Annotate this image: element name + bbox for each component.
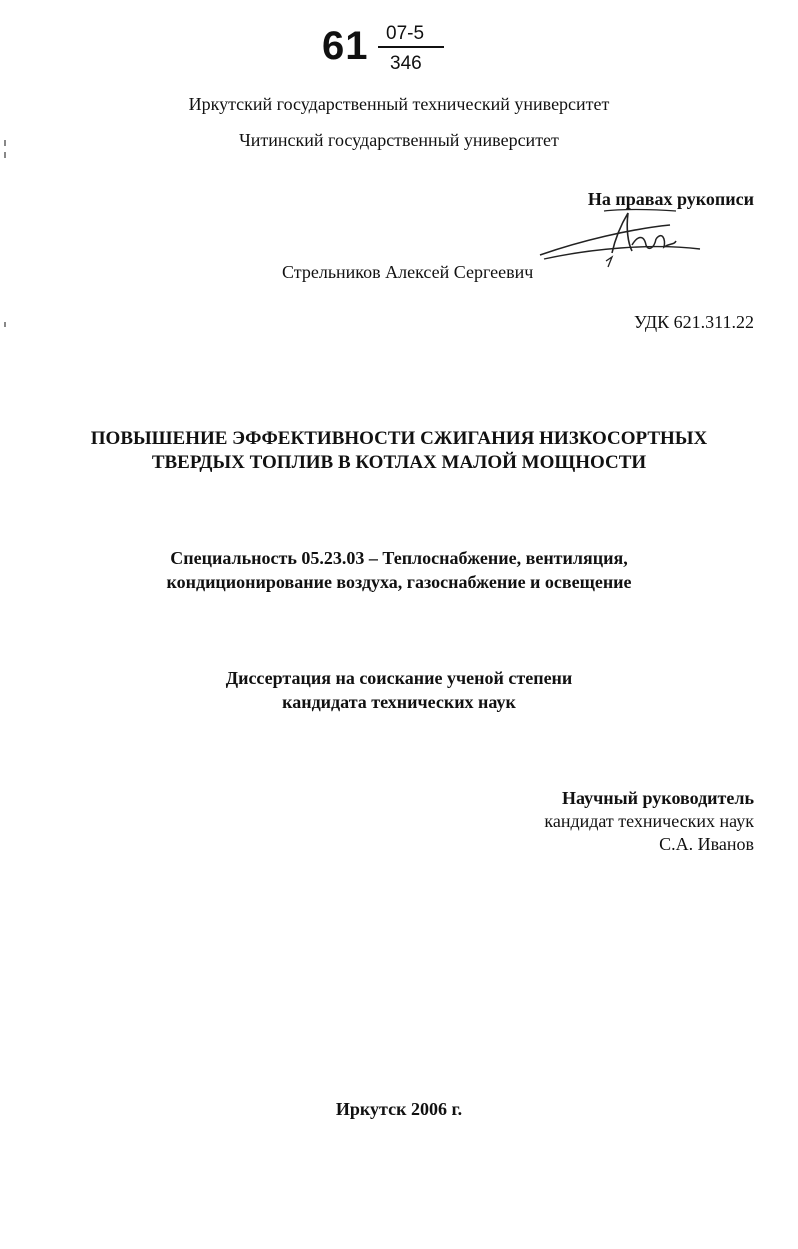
catalog-stamp bbox=[322, 22, 452, 82]
udk-code: УДК 621.311.22 bbox=[633, 312, 754, 332]
manuscript-note: На правах рукописи bbox=[587, 189, 754, 209]
degree-line-2: кандидата технических наук bbox=[282, 692, 516, 712]
institution-1: Иркутский государственный технический университет bbox=[188, 94, 610, 114]
dissertation-title-line-2: ТВЕРДЫХ ТОПЛИВ В КОТЛАХ МАЛОЙ МОЩНОСТИ bbox=[151, 452, 647, 473]
supervisor-name: С.А. Иванов bbox=[659, 834, 754, 854]
scan-mark bbox=[4, 322, 6, 327]
signature-icon bbox=[520, 205, 720, 275]
catalog-number: 61 bbox=[322, 24, 369, 68]
catalog-fraction-line bbox=[378, 46, 444, 48]
specialty-line-2: кондиционирование воздуха, газоснабжение и освещение bbox=[166, 572, 632, 592]
dissertation-title-line-1: ПОВЫШЕНИЕ ЭФФЕКТИВНОСТИ СЖИГАНИЯ НИЗКОСОРТНЫХ bbox=[90, 428, 708, 449]
catalog-numerator: 07-5 bbox=[386, 23, 425, 44]
author-name: Стрельников Алексей Сергеевич bbox=[282, 262, 534, 282]
specialty-line-1: Специальность 05.23.03 – Теплоснабжение, вентиляция, bbox=[170, 548, 628, 568]
scan-mark bbox=[4, 152, 6, 158]
supervisor-rank: кандидат технических наук bbox=[544, 811, 754, 831]
institution-2: Читинский государственный университет bbox=[239, 130, 559, 150]
catalog-denominator: 346 bbox=[390, 53, 422, 74]
place-year: Иркутск 2006 г. bbox=[335, 1099, 463, 1119]
degree-line-1: Диссертация на соискание ученой степени bbox=[225, 668, 573, 688]
supervisor-heading: Научный руководитель bbox=[562, 788, 754, 808]
